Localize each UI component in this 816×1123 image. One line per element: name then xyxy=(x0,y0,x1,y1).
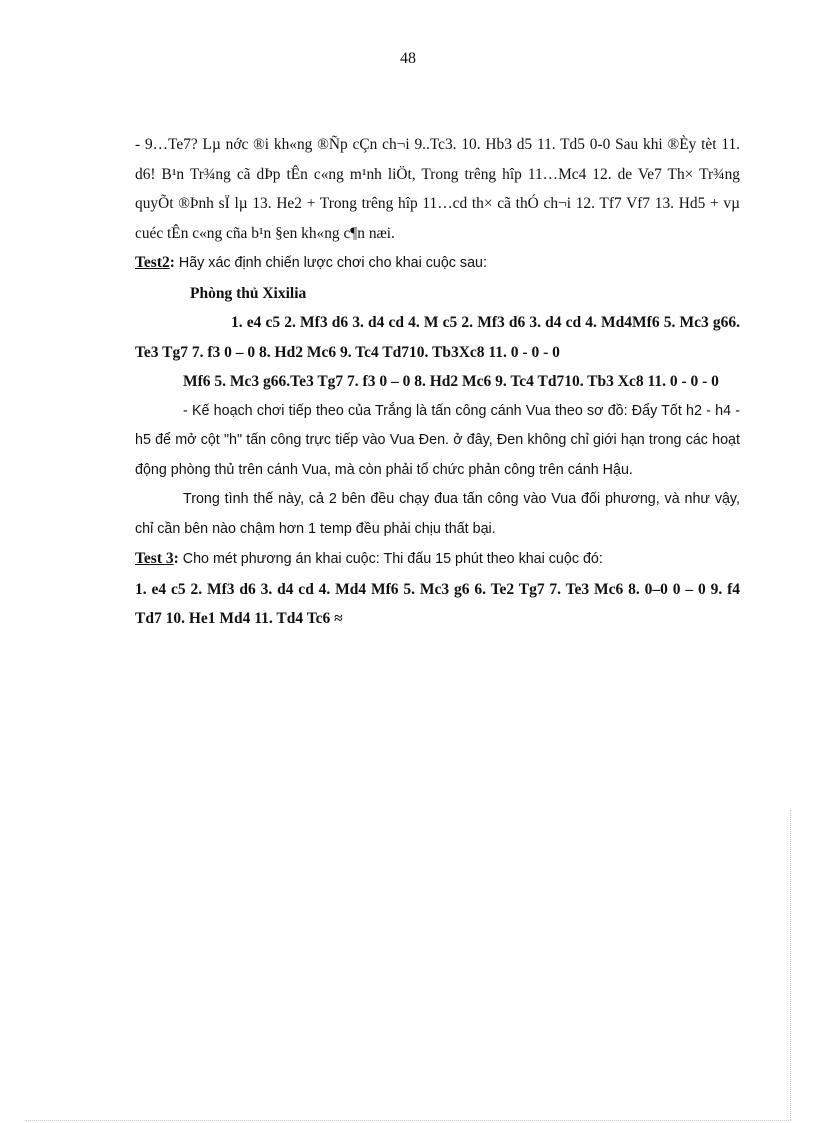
plan-paragraph: - Kế hoạch chơi tiếp theo của Trắng là tấn công cánh Vua theo sơ đồ: Đẩy Tốt h2 - h4 - h5 để mở cột "h" tấn công trực tiếp vào Vua Đen. ở đây, Đen không chỉ giới hạn trong các hoạt động phòng thủ trên cánh Vua, mà còn phải tổ chức phản công trên cánh Hậu. xyxy=(135,402,740,478)
page-number: 48 xyxy=(400,50,416,67)
test2-line xyxy=(135,248,740,279)
race-paragraph: Trong tình thế này, cả 2 bên đều chạy đua tấn công vào Vua đối phương, và như vậy, chỉ cần bên nào chậm hơn 1 temp đều phải chịu thất bại. xyxy=(135,491,740,537)
page-border-bottom xyxy=(25,1120,791,1121)
test3-prompt: Cho mét phương án khai cuộc: Thi đấu 15 phút theo khai cuộc đó: xyxy=(178,551,603,567)
opening-moves-line-1: 1. e4 c5 2. Mf3 d6 3. d4 cd 4. M c5 2. Mf3 d6 3. d4 cd 4. Md4Mf6 5. Mc3 g66. Te3 Tg7 7. f3 0 – 0 8. Hd2 Mc6 9. Tc4 Td710. Tb3Xc8 11. 0 - 0 - 0 xyxy=(135,314,740,361)
analysis-paragraph: - 9…Te7? Lµ nớc ®i kh«ng ®Ñp cÇn ch¬i 9..Tc3. 10. Hb3 d5 11. Td5 0-0 Sau khi ®Èy tèt 11. d6! B¹n Tr¾ng cã dÞp tÊn c«ng m¹nh liÖt, Trong trêng hîp 11…Mc4 12. de Ve7 Th× Tr¾ng quyÕt ®Þnh sÏ lµ 13. He2 + Trong trêng hîp 11…cd th× cã thÓ ch¬i 12. Tf7 Vf7 13. Hd5 + vµ cuéc tÊn c«ng cña b¹n §en kh«ng c¶n næi. xyxy=(135,136,740,242)
test3-colon: : xyxy=(173,550,179,567)
page-border-right xyxy=(790,810,791,1120)
test2-prompt: Hãy xác định chiến lược chơi cho khai cuộc sau: xyxy=(174,255,487,271)
test3-label: Test 3 xyxy=(135,550,174,567)
test2-colon: : xyxy=(169,254,175,271)
test2-label: Test2 xyxy=(135,254,170,271)
opening-name: Phòng thủ Xixilia xyxy=(190,284,307,302)
opening-moves-line-2: Mf6 5. Mc3 g66.Te3 Tg7 7. f3 0 – 0 8. Hd2 Mc6 9. Tc4 Td710. Tb3 Xc8 11. 0 - 0 - 0 xyxy=(183,373,719,390)
test3-moves: 1. e4 c5 2. Mf3 d6 3. d4 cd 4. Md4 Mf6 5. Mc3 g6 6. Te2 Tg7 7. Te3 Mc6 8. 0–0 0 – 0 9. f4 Td7 10. He1 Md4 11. Td4 Tc6 ≈ xyxy=(135,580,740,627)
document-body xyxy=(135,130,740,634)
test3-line xyxy=(135,544,740,575)
